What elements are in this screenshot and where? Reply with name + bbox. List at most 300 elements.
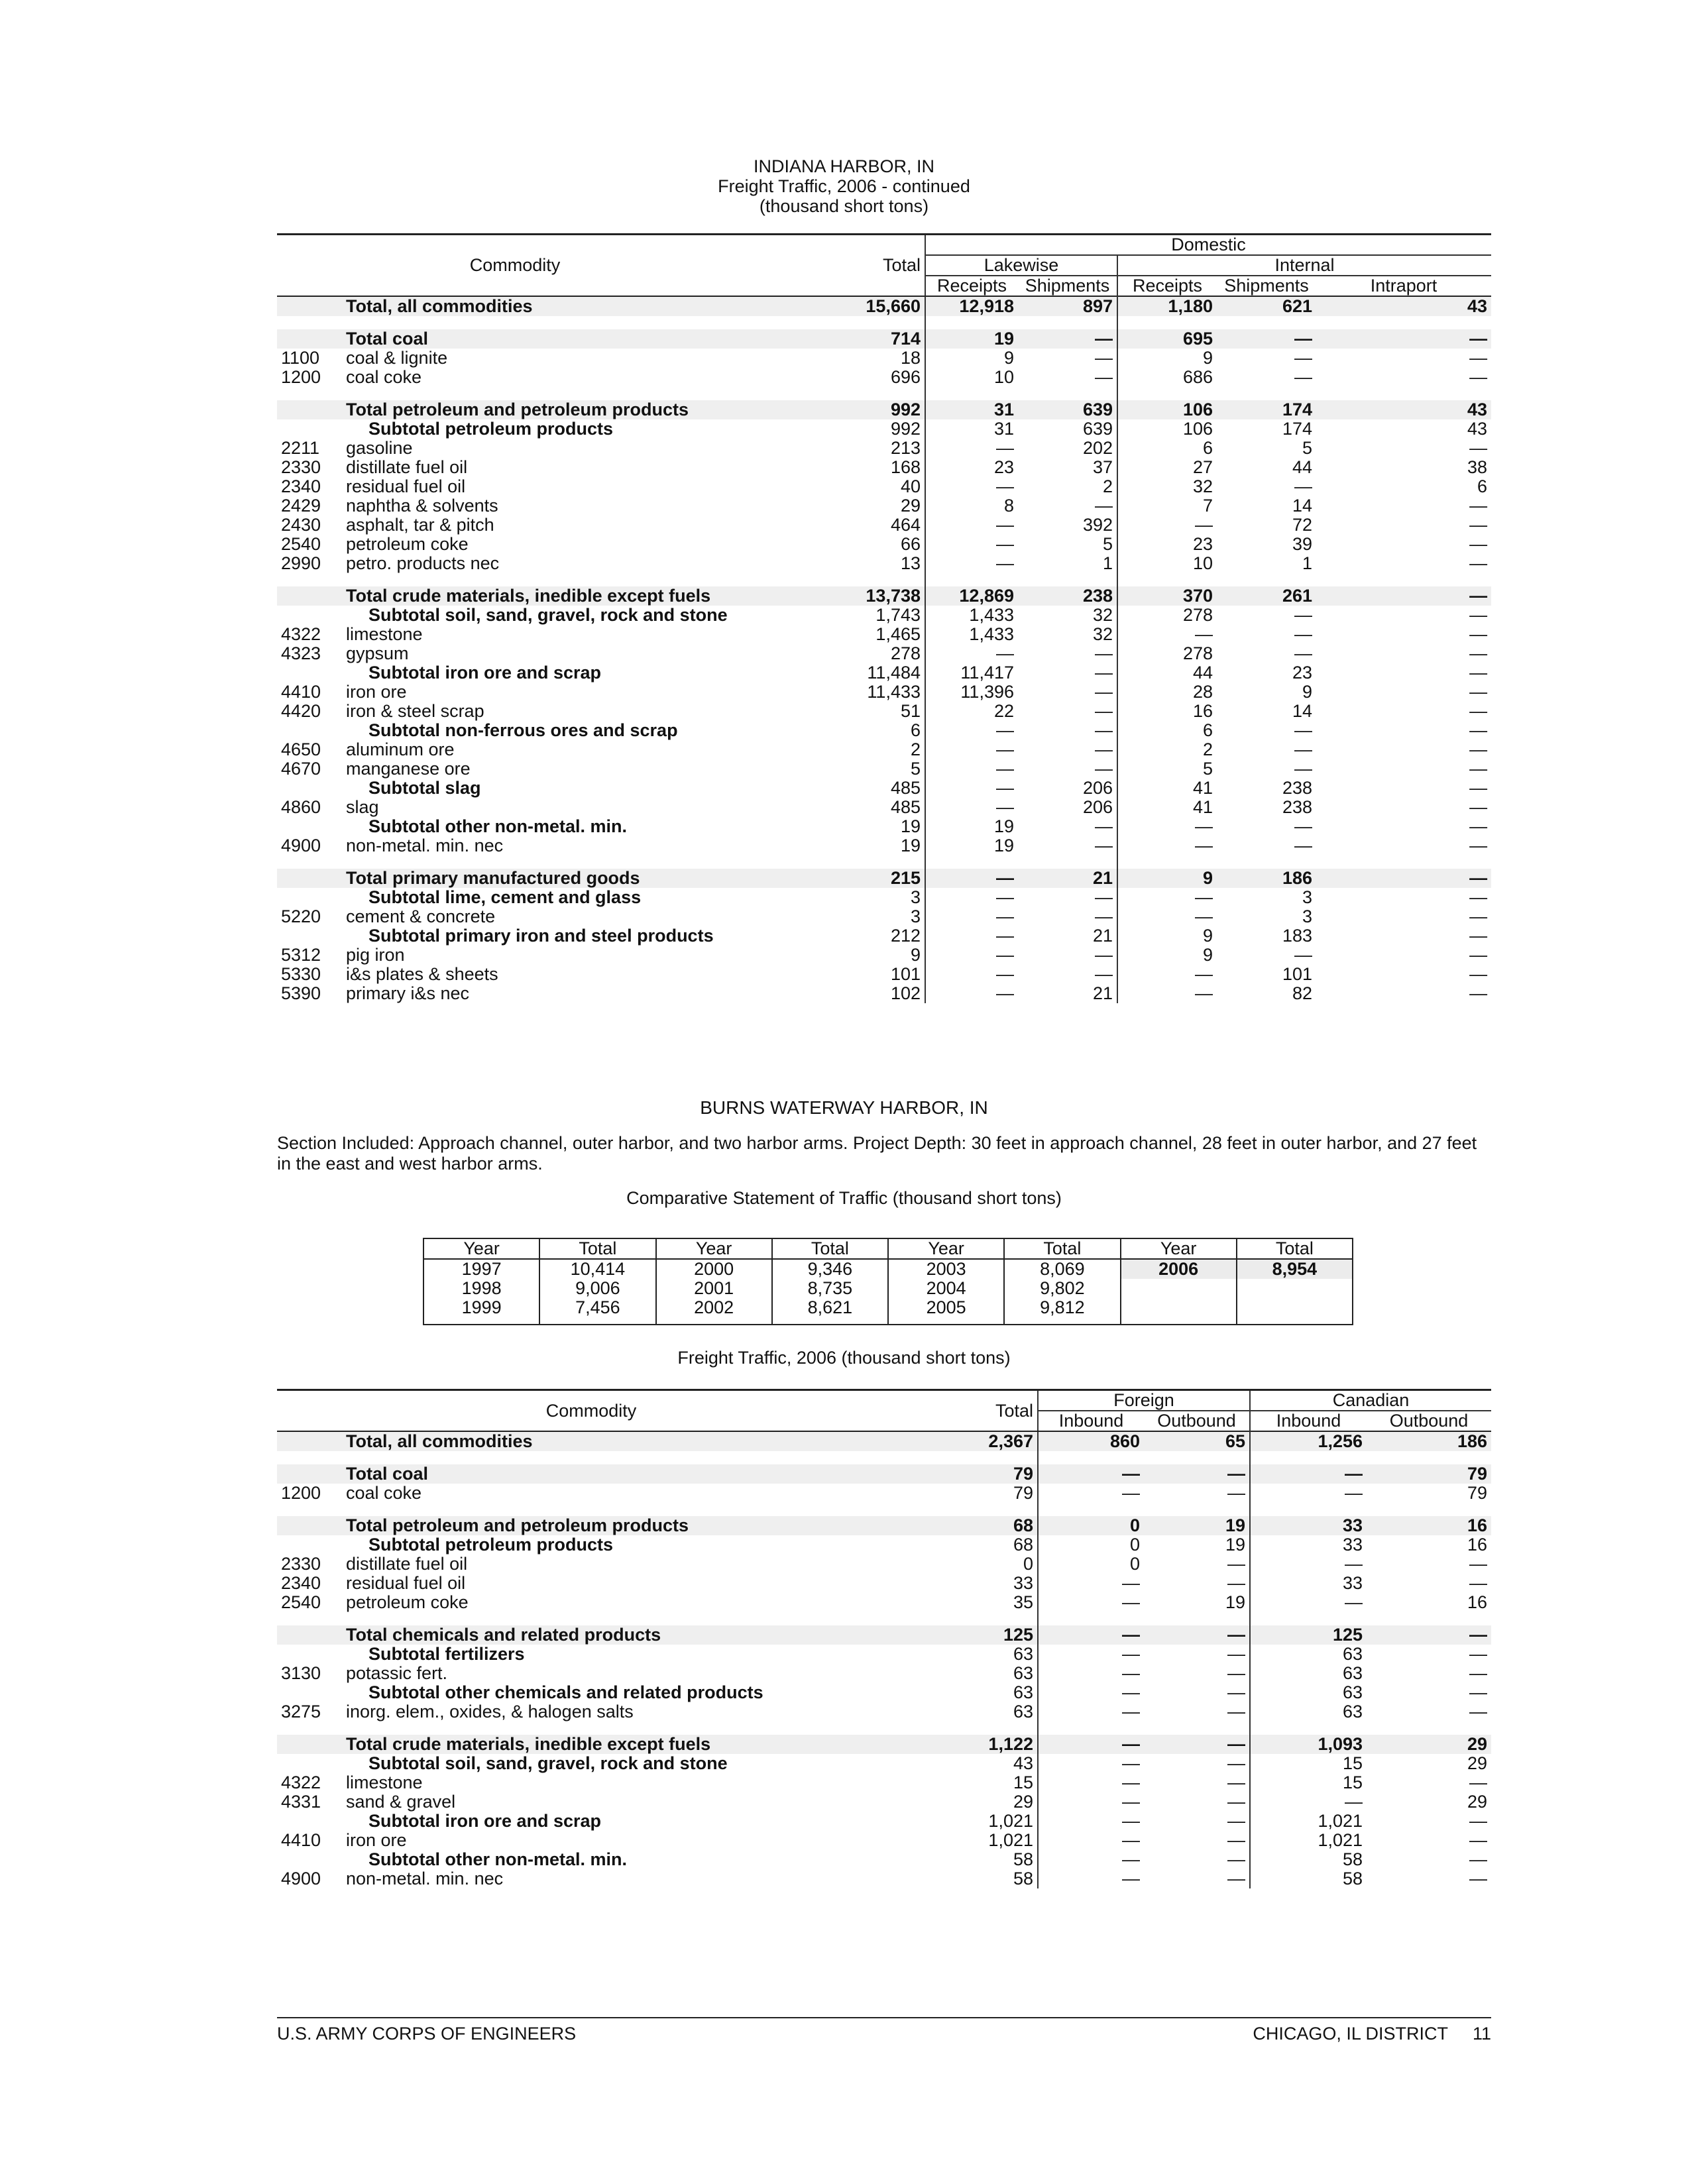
lakewise-receipts-value: 19 xyxy=(925,329,1018,349)
internal-receipts-value: 6 xyxy=(1117,721,1217,740)
total-value: 9,006 xyxy=(539,1279,655,1298)
table-row xyxy=(277,586,1491,606)
total-value: 8,621 xyxy=(772,1298,888,1317)
commodity-name: slag xyxy=(346,798,379,817)
intraport-value: 43 xyxy=(1316,400,1491,419)
canadian-inbound-value: 33 xyxy=(1250,1535,1367,1555)
table-row xyxy=(277,1735,1491,1754)
internal-receipts-value: — xyxy=(1117,907,1217,926)
total-value: 11,433 xyxy=(867,682,921,702)
cmp-year-header: Year xyxy=(888,1238,1004,1259)
commodity-code: 5312 xyxy=(281,946,321,965)
commodity-name: Subtotal fertilizers xyxy=(368,1645,525,1664)
commodity-code xyxy=(277,1812,342,1831)
cmp-total-header: Total xyxy=(772,1238,888,1259)
internal-receipts-value: 9 xyxy=(1117,926,1217,946)
canadian-outbound-value: — xyxy=(1469,1702,1488,1721)
intraport-value: — xyxy=(1469,907,1488,926)
internal-receipts-value: 278 xyxy=(1117,606,1217,625)
total-value: 168 xyxy=(890,458,921,477)
canadian-inbound-value: — xyxy=(1250,1792,1367,1812)
table-row xyxy=(277,368,1491,387)
year-value: 2000 xyxy=(656,1259,772,1279)
canadian-outbound-value: — xyxy=(1469,1869,1488,1888)
foreign-inbound-value: — xyxy=(1038,1484,1144,1503)
intraport-value: 43 xyxy=(1316,296,1491,316)
canadian-outbound-value: 16 xyxy=(1367,1516,1491,1535)
foreign-inbound-value: — xyxy=(1038,1754,1144,1773)
indiana-units: (thousand short tons) xyxy=(759,196,929,216)
lakewise-receipts-value: — xyxy=(925,740,1018,759)
internal-receipts-value: 1,180 xyxy=(1117,296,1217,316)
internal-receipts-value: 278 xyxy=(1117,644,1217,663)
canadian-outbound-value: — xyxy=(1469,1645,1488,1664)
canadian-outbound-value: 16 xyxy=(1467,1593,1488,1612)
commodity-code: 5390 xyxy=(281,984,321,1003)
total-value: 58 xyxy=(1013,1850,1033,1869)
commodity-name: Subtotal primary iron and steel products xyxy=(368,926,714,946)
canadian-outbound-value: — xyxy=(1469,1664,1488,1683)
table-row xyxy=(423,1279,1353,1298)
commodity-code xyxy=(277,419,342,439)
col-lakewise-shipments: Shipments xyxy=(1025,276,1110,296)
lakewise-shipments-value: 238 xyxy=(1018,586,1117,606)
year-value: 1999 xyxy=(423,1298,539,1317)
canadian-inbound-value: 58 xyxy=(1250,1869,1367,1888)
intraport-value: — xyxy=(1469,965,1488,984)
foreign-inbound-value: 860 xyxy=(1038,1431,1144,1451)
lakewise-shipments-value: 32 xyxy=(1092,625,1113,644)
commodity-name: Total petroleum and petroleum products xyxy=(342,400,753,419)
commodity-name: i&s plates & sheets xyxy=(346,965,498,984)
commodity-code xyxy=(277,1754,342,1773)
cmp-year-header: Year xyxy=(656,1238,772,1259)
commodity-name: asphalt, tar & pitch xyxy=(346,516,494,535)
lakewise-receipts-value: 11,417 xyxy=(925,663,1018,682)
foreign-outbound-value: 19 xyxy=(1225,1535,1246,1555)
lakewise-shipments-value: — xyxy=(1095,368,1113,387)
lakewise-shipments-value: 5 xyxy=(1102,535,1113,554)
lakewise-shipments-value: — xyxy=(1095,349,1113,368)
lakewise-shipments-value: 392 xyxy=(1082,516,1113,535)
page-footer xyxy=(277,2017,1491,2044)
table-row xyxy=(277,535,1491,554)
col-total: Total xyxy=(905,1390,1038,1432)
commodity-code: 4420 xyxy=(281,702,321,721)
freight-caption: Freight Traffic, 2006 (thousand short tons) xyxy=(677,1348,1011,1368)
lakewise-shipments-value: 21 xyxy=(1018,869,1117,888)
lakewise-receipts-value: 10 xyxy=(925,368,1018,387)
internal-shipments-value: 72 xyxy=(1292,516,1312,535)
lakewise-receipts-value: — xyxy=(925,535,1018,554)
internal-shipments-value: 3 xyxy=(1302,907,1312,926)
total-value: 29 xyxy=(900,496,921,516)
table-row xyxy=(277,836,1491,855)
intraport-value: — xyxy=(1469,779,1488,798)
canadian-inbound-value: 1,021 xyxy=(1250,1812,1367,1831)
comparative-table-body xyxy=(423,1259,1353,1325)
commodity-name: iron & steel scrap xyxy=(346,702,484,721)
cmp-total-header: Total xyxy=(539,1238,655,1259)
canadian-inbound-value: 15 xyxy=(1250,1754,1367,1773)
commodity-code xyxy=(277,1516,342,1535)
lakewise-receipts-value: 23 xyxy=(925,458,1018,477)
internal-shipments-value: — xyxy=(1294,946,1312,965)
internal-receipts-value: — xyxy=(1117,888,1217,907)
total-value: 464 xyxy=(890,516,921,535)
internal-receipts-value: 23 xyxy=(1117,535,1217,554)
year-value: 2005 xyxy=(888,1298,1004,1317)
indiana-title: INDIANA HARBOR, IN xyxy=(753,156,935,176)
internal-shipments-value: 9 xyxy=(1302,682,1312,702)
table-row xyxy=(277,1831,1491,1850)
intraport-value: — xyxy=(1469,535,1488,554)
commodity-name: non-metal. min. nec xyxy=(346,836,504,855)
table-row xyxy=(277,516,1491,535)
commodity-name: coal coke xyxy=(346,368,422,387)
foreign-inbound-value: — xyxy=(1038,1645,1144,1664)
total-value xyxy=(1237,1298,1353,1317)
commodity-code xyxy=(277,721,342,740)
internal-receipts-value: 6 xyxy=(1117,439,1217,458)
total-value: 15,660 xyxy=(753,296,925,316)
internal-receipts-value: 370 xyxy=(1117,586,1217,606)
foreign-outbound-value: — xyxy=(1227,1645,1246,1664)
total-value: 0 xyxy=(1023,1555,1033,1574)
table-row xyxy=(277,1555,1491,1574)
commodity-code xyxy=(277,400,342,419)
canadian-inbound-value: — xyxy=(1250,1484,1367,1503)
indiana-table-body xyxy=(277,296,1491,1003)
col-canadian-outbound: Outbound xyxy=(1389,1411,1469,1431)
commodity-name: primary i&s nec xyxy=(346,984,470,1003)
table-row xyxy=(277,779,1491,798)
spacer-row xyxy=(277,1721,1491,1735)
commodity-name: Total, all commodities xyxy=(342,1431,905,1451)
comparative-table xyxy=(423,1238,1353,1325)
commodity-name: coal & lignite xyxy=(346,349,448,368)
commodity-name: Subtotal iron ore and scrap xyxy=(368,663,602,682)
commodity-name: petro. products nec xyxy=(346,554,500,573)
footer-agency: U.S. ARMY CORPS OF ENGINEERS xyxy=(277,2024,577,2044)
internal-shipments-value: 23 xyxy=(1292,663,1312,682)
lakewise-shipments-value: — xyxy=(1095,740,1113,759)
total-value: 125 xyxy=(905,1625,1038,1645)
lakewise-shipments-value: 897 xyxy=(1018,296,1117,316)
foreign-inbound-value: 0 xyxy=(1038,1555,1144,1574)
internal-shipments-value: 39 xyxy=(1292,535,1312,554)
commodity-name: Subtotal other non-metal. min. xyxy=(368,1850,627,1869)
internal-shipments-value: 183 xyxy=(1282,926,1312,946)
commodity-code xyxy=(277,926,342,946)
total-value: 714 xyxy=(753,329,925,349)
lakewise-shipments-value: — xyxy=(1095,888,1113,907)
lakewise-receipts-value: 22 xyxy=(925,702,1018,721)
table-row xyxy=(277,458,1491,477)
total-value: 33 xyxy=(1013,1574,1033,1593)
commodity-name: iron ore xyxy=(346,1831,407,1850)
col-foreign-inbound: Inbound xyxy=(1038,1411,1144,1431)
internal-shipments-value: 621 xyxy=(1217,296,1316,316)
foreign-outbound-value: — xyxy=(1227,1869,1246,1888)
lakewise-receipts-value: — xyxy=(925,516,1018,535)
commodity-code: 5330 xyxy=(281,965,321,984)
total-value: 992 xyxy=(753,400,925,419)
commodity-name: sand & gravel xyxy=(346,1792,456,1812)
table-row xyxy=(277,1535,1491,1555)
commodity-name: Total, all commodities xyxy=(342,296,753,316)
total-value: 6 xyxy=(910,721,921,740)
canadian-inbound-value: 63 xyxy=(1250,1683,1367,1702)
canadian-inbound-value: 33 xyxy=(1250,1516,1367,1535)
table-row xyxy=(277,1702,1491,1721)
canadian-outbound-value: — xyxy=(1367,1625,1491,1645)
table-row xyxy=(423,1298,1353,1317)
commodity-name: distillate fuel oil xyxy=(346,458,468,477)
lakewise-shipments-value: — xyxy=(1095,836,1113,855)
total-value: 8,735 xyxy=(772,1279,888,1298)
internal-receipts-value: 2 xyxy=(1117,740,1217,759)
total-value: 13,738 xyxy=(753,586,925,606)
total-value: 29 xyxy=(1013,1792,1033,1812)
foreign-outbound-value: — xyxy=(1227,1702,1246,1721)
year-value: 2004 xyxy=(888,1279,1004,1298)
foreign-inbound-value: — xyxy=(1038,1831,1144,1850)
internal-receipts-value: 10 xyxy=(1117,554,1217,573)
total-value: 66 xyxy=(900,535,921,554)
intraport-value: 6 xyxy=(1477,477,1488,496)
intraport-value: — xyxy=(1469,516,1488,535)
internal-shipments-value: — xyxy=(1294,477,1312,496)
canadian-inbound-value: 1,256 xyxy=(1250,1431,1367,1451)
spacer-row xyxy=(277,1451,1491,1464)
internal-receipts-value: 9 xyxy=(1117,869,1217,888)
commodity-code: 2540 xyxy=(281,535,321,554)
commodity-name: gypsum xyxy=(346,644,409,663)
total-value: 9,812 xyxy=(1004,1298,1120,1317)
indiana-header xyxy=(0,156,1688,216)
intraport-value: — xyxy=(1469,439,1488,458)
foreign-outbound-value: — xyxy=(1227,1574,1246,1593)
intraport-value: — xyxy=(1469,663,1488,682)
intraport-value: — xyxy=(1469,836,1488,855)
col-canadian-inbound: Inbound xyxy=(1250,1411,1367,1431)
table-row xyxy=(277,1869,1491,1888)
internal-receipts-value: 9 xyxy=(1117,946,1217,965)
commodity-name: Subtotal non-ferrous ores and scrap xyxy=(368,721,678,740)
commodity-code xyxy=(277,779,342,798)
lakewise-shipments-value: — xyxy=(1095,496,1113,516)
commodity-name: limestone xyxy=(346,1773,423,1792)
intraport-value: 38 xyxy=(1467,458,1488,477)
canadian-outbound-value: 79 xyxy=(1367,1464,1491,1484)
spacer-row xyxy=(277,855,1491,869)
spacer-row xyxy=(277,316,1491,329)
total-value: 19 xyxy=(900,836,921,855)
lakewise-shipments-value: — xyxy=(1095,817,1113,836)
table-row xyxy=(277,329,1491,349)
col-commodity: Commodity xyxy=(277,1390,905,1432)
total-value: 3 xyxy=(910,907,921,926)
canadian-inbound-value: 15 xyxy=(1250,1773,1367,1792)
total-value: 7,456 xyxy=(539,1298,655,1317)
internal-receipts-value: 41 xyxy=(1117,798,1217,817)
spacer-row xyxy=(423,1317,1353,1325)
lakewise-receipts-value: — xyxy=(925,644,1018,663)
commodity-name: Subtotal soil, sand, gravel, rock and stone xyxy=(368,1754,728,1773)
lakewise-shipments-value: — xyxy=(1095,663,1113,682)
lakewise-receipts-value: — xyxy=(925,984,1018,1003)
cmp-year-header: Year xyxy=(423,1238,539,1259)
lakewise-receipts-value: — xyxy=(925,759,1018,779)
commodity-code: 2211 xyxy=(281,439,320,458)
lakewise-shipments-value: 639 xyxy=(1018,400,1117,419)
commodity-name: residual fuel oil xyxy=(346,477,466,496)
total-value: 35 xyxy=(1013,1593,1033,1612)
table-row xyxy=(277,1792,1491,1812)
commodity-code: 2340 xyxy=(281,1574,321,1593)
col-internal-receipts: Receipts xyxy=(1117,276,1217,296)
internal-shipments-value: — xyxy=(1217,329,1316,349)
foreign-inbound-value: — xyxy=(1038,1773,1144,1792)
internal-shipments-value: — xyxy=(1294,759,1312,779)
internal-shipments-value: — xyxy=(1294,606,1312,625)
indiana-freight-table xyxy=(277,233,1491,1003)
intraport-value: — xyxy=(1469,554,1488,573)
internal-receipts-value: 7 xyxy=(1117,496,1217,516)
foreign-outbound-value: — xyxy=(1227,1792,1246,1812)
canadian-inbound-value: 58 xyxy=(1250,1850,1367,1869)
lakewise-receipts-value: 31 xyxy=(925,419,1018,439)
comparative-caption: Comparative Statement of Traffic (thousand short tons) xyxy=(626,1188,1062,1208)
canadian-outbound-value: 79 xyxy=(1467,1484,1488,1503)
lakewise-shipments-value: 32 xyxy=(1092,606,1113,625)
internal-shipments-value: — xyxy=(1294,817,1312,836)
commodity-name: naphtha & solvents xyxy=(346,496,498,516)
table-row xyxy=(277,946,1491,965)
table-row xyxy=(277,349,1491,368)
commodity-name: cement & concrete xyxy=(346,907,496,926)
internal-shipments-value: 186 xyxy=(1217,869,1316,888)
table-row xyxy=(277,682,1491,702)
total-value: 79 xyxy=(1013,1484,1033,1503)
commodity-name: limestone xyxy=(346,625,423,644)
foreign-outbound-value: — xyxy=(1227,1555,1246,1574)
total-value: 1,021 xyxy=(988,1812,1033,1831)
table-row xyxy=(277,740,1491,759)
year-value xyxy=(1121,1279,1237,1298)
commodity-code xyxy=(277,329,342,349)
canadian-outbound-value: — xyxy=(1469,1555,1488,1574)
commodity-code xyxy=(277,1735,342,1754)
intraport-value: — xyxy=(1469,926,1488,946)
total-value: 1,122 xyxy=(905,1735,1038,1754)
cmp-year-header: Year xyxy=(1121,1238,1237,1259)
total-value: 1,021 xyxy=(988,1831,1033,1850)
commodity-code xyxy=(277,1850,342,1869)
commodity-name: manganese ore xyxy=(346,759,471,779)
table-row xyxy=(277,1484,1491,1503)
commodity-name: iron ore xyxy=(346,682,407,702)
lakewise-receipts-value: 12,869 xyxy=(925,586,1018,606)
commodity-name: gasoline xyxy=(346,439,413,458)
internal-receipts-value: — xyxy=(1117,965,1217,984)
foreign-inbound-value: — xyxy=(1038,1664,1144,1683)
internal-receipts-value: 695 xyxy=(1117,329,1217,349)
commodity-name: Subtotal other chemicals and related products xyxy=(368,1683,763,1702)
table-row xyxy=(277,439,1491,458)
lakewise-shipments-value: 37 xyxy=(1092,458,1113,477)
canadian-outbound-value: — xyxy=(1469,1773,1488,1792)
foreign-outbound-value: 19 xyxy=(1225,1593,1246,1612)
lakewise-receipts-value: — xyxy=(925,554,1018,573)
foreign-inbound-value: — xyxy=(1038,1593,1144,1612)
commodity-code: 4900 xyxy=(281,1869,321,1888)
canadian-outbound-value: 186 xyxy=(1367,1431,1491,1451)
foreign-inbound-value: — xyxy=(1038,1735,1144,1754)
internal-receipts-value: 32 xyxy=(1117,477,1217,496)
canadian-inbound-value: — xyxy=(1250,1464,1367,1484)
lakewise-receipts-value: 1,433 xyxy=(925,606,1018,625)
intraport-value: — xyxy=(1469,946,1488,965)
intraport-value: — xyxy=(1469,606,1488,625)
total-value: 11,484 xyxy=(867,663,921,682)
commodity-code: 1200 xyxy=(281,368,321,387)
internal-receipts-value: — xyxy=(1117,516,1217,535)
internal-shipments-value: 238 xyxy=(1282,779,1312,798)
commodity-name: distillate fuel oil xyxy=(346,1555,468,1574)
canadian-outbound-value: — xyxy=(1469,1850,1488,1869)
table-row xyxy=(277,296,1491,316)
table-row xyxy=(277,625,1491,644)
intraport-value: — xyxy=(1469,798,1488,817)
commodity-code: 2340 xyxy=(281,477,321,496)
table-row xyxy=(277,1812,1491,1831)
table-row xyxy=(423,1259,1353,1279)
intraport-value: — xyxy=(1469,496,1488,516)
total-value: 63 xyxy=(1013,1664,1033,1683)
commodity-code: 5220 xyxy=(281,907,321,926)
canadian-inbound-value: 1,021 xyxy=(1250,1831,1367,1850)
foreign-outbound-value: — xyxy=(1144,1735,1250,1754)
internal-receipts-value: 41 xyxy=(1117,779,1217,798)
lakewise-receipts-value: 31 xyxy=(925,400,1018,419)
table-row xyxy=(277,965,1491,984)
indiana-subtitle: Freight Traffic, 2006 - continued xyxy=(718,176,970,196)
year-value: 1997 xyxy=(423,1259,539,1279)
commodity-code xyxy=(277,817,342,836)
burns-freight-table xyxy=(277,1389,1491,1888)
lakewise-shipments-value: 1 xyxy=(1102,554,1113,573)
internal-shipments-value: — xyxy=(1294,625,1312,644)
commodity-code: 4331 xyxy=(281,1792,321,1812)
lakewise-receipts-value: — xyxy=(925,798,1018,817)
commodity-code: 4322 xyxy=(281,1773,321,1792)
total-value: 68 xyxy=(1013,1535,1033,1555)
foreign-outbound-value: — xyxy=(1227,1664,1246,1683)
commodity-name: Total chemicals and related products xyxy=(342,1625,905,1645)
commodity-code xyxy=(277,1535,342,1555)
commodity-name: Subtotal other non-metal. min. xyxy=(368,817,627,836)
commodity-name: Total primary manufactured goods xyxy=(342,869,753,888)
table-row xyxy=(277,798,1491,817)
spacer-row xyxy=(277,573,1491,586)
total-value: 13 xyxy=(900,554,921,573)
commodity-name: coal coke xyxy=(346,1484,422,1503)
commodity-name: Total coal xyxy=(342,329,753,349)
total-value: 18 xyxy=(900,349,921,368)
intraport-value: — xyxy=(1469,759,1488,779)
